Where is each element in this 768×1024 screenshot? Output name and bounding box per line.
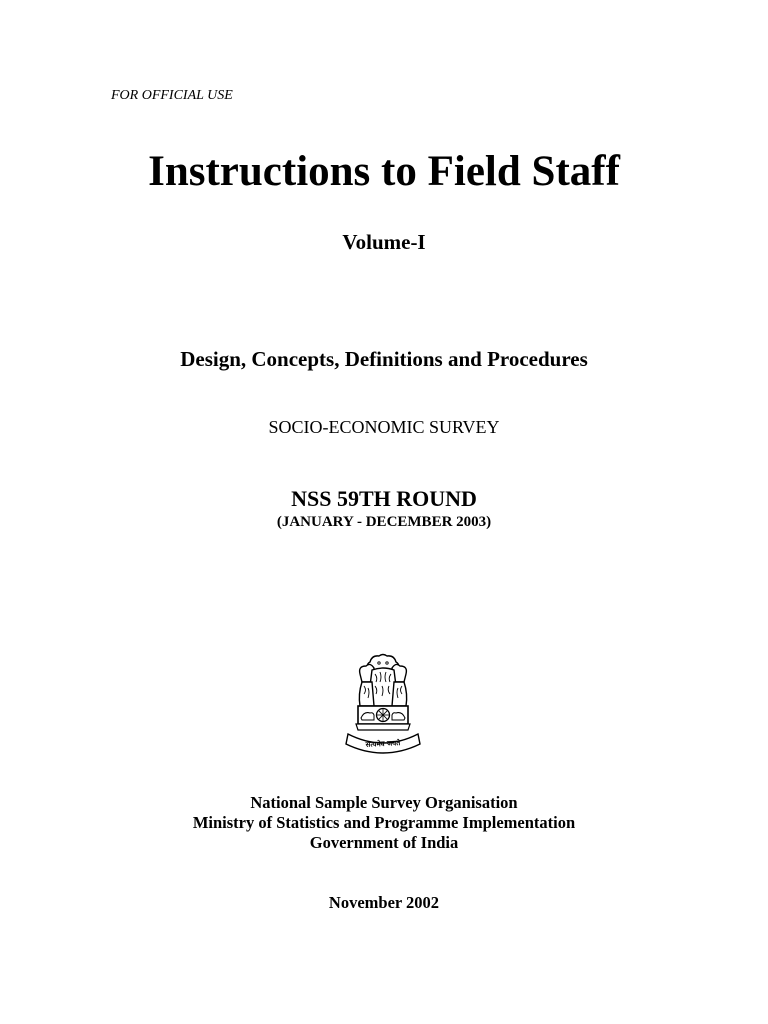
publication-date: November 2002: [328, 893, 440, 912]
survey-period: (JANUARY - DECEMBER 2003): [276, 514, 492, 530]
survey-name: SOCIO-ECONOMIC SURVEY: [268, 417, 500, 437]
emblem-motto: सत्यमेव जयते: [365, 739, 401, 749]
government-name: Government of India: [309, 833, 459, 852]
classification-label: FOR OFFICIAL USE: [111, 88, 233, 103]
survey-round: NSS 59TH ROUND: [291, 486, 477, 511]
document-subtitle: Design, Concepts, Definitions and Procedures: [180, 347, 588, 371]
publisher-block: [0, 793, 768, 853]
ministry-name: Ministry of Statistics and Programme Implementation: [192, 813, 576, 832]
national-emblem-icon: [342, 652, 424, 760]
organisation-name: National Sample Survey Organisation: [250, 793, 518, 812]
document-title: Instructions to Field Staff: [148, 148, 620, 195]
volume-label: Volume-I: [342, 230, 426, 254]
